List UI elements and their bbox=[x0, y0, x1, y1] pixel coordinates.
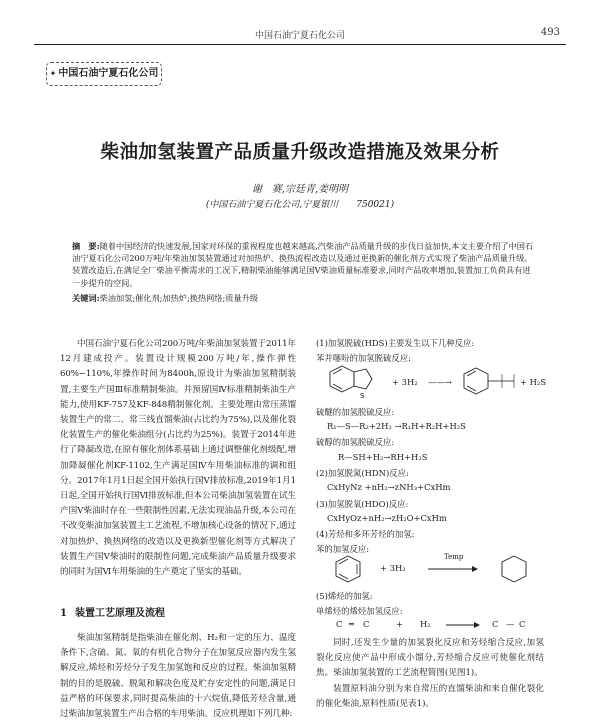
equation-3: CxHyOz+nH₂→zH₂O+CxHm bbox=[327, 513, 447, 523]
left-column-lower bbox=[60, 631, 296, 722]
section-title: 装置工艺原理及流程 bbox=[74, 608, 165, 619]
temp-arrow-head bbox=[472, 566, 478, 572]
reaction-item-4: (4)芳烃和多环芳烃的加氢: bbox=[316, 529, 415, 539]
olefin-single-bond: — bbox=[506, 619, 515, 629]
article-authors: 谢 赛,宗廷青,姜明明 bbox=[251, 184, 349, 195]
thiophene-ring-shape bbox=[354, 369, 372, 389]
reagent-3h2: + 3H₂ bbox=[392, 377, 418, 387]
journal-tag-label: 中国石油宁夏石化公司 bbox=[58, 68, 159, 79]
product-h2s: + H₂S bbox=[520, 377, 547, 387]
article-affiliation: (中国石油宁夏石化公司,宁夏银川 750021) bbox=[205, 200, 395, 210]
reaction-item-2: (2)加氢脱氮(HDN)反应: bbox=[316, 468, 409, 478]
equation-1b: R₁—S—R₂+2H₂ →R₁H+R₂H+H₂S bbox=[327, 421, 466, 431]
benzene-shape bbox=[336, 556, 360, 582]
reaction-item-1a: 苯并噻吩的加氢脱硫反应: bbox=[316, 353, 411, 363]
temp-label: Temp bbox=[444, 553, 464, 561]
olefin-arrow bbox=[444, 618, 482, 632]
reaction-item-1b: 硫醚的加氢脱硫反应: bbox=[316, 407, 395, 417]
olefin-c2: C bbox=[363, 619, 370, 629]
reagent-3h2-benzene: + 3H₂ bbox=[380, 563, 406, 573]
benzothiophene-reaction bbox=[316, 364, 546, 406]
article-title: 柴油加氢装置产品质量升级改造措施及效果分析 bbox=[100, 142, 500, 163]
right-column-lower bbox=[316, 636, 544, 712]
keywords bbox=[72, 293, 538, 304]
header-rule bbox=[34, 44, 566, 45]
star-icon: ✦ bbox=[49, 69, 57, 78]
olefin-c3: C bbox=[492, 619, 499, 629]
reaction-item-4a: 苯的加氢反应: bbox=[316, 544, 370, 554]
equation-1c: R—SH+H₂→RH+H₂S bbox=[338, 452, 428, 462]
benzene-hydrogenation bbox=[316, 551, 546, 587]
keywords-text: 柴油加氢;催化剂;加热炉;换热网络;质量升级 bbox=[99, 293, 259, 303]
reaction-item-1c: 硫醇的加氢脱硫反应: bbox=[316, 437, 395, 447]
olefin-double-bond: ═ bbox=[349, 619, 355, 629]
section-number: 1 bbox=[60, 608, 67, 619]
abstract bbox=[72, 240, 538, 289]
side-reaction-paragraph: 同时,还发生少量的加氢裂化反应和芳烃缩合反应,加氢裂化反应使产品中形成小馏分,芳烃缩合反应可使催化剂结焦。柴油加氢装置的工艺流程简图(见图1)。 bbox=[316, 638, 544, 679]
benzene-hydrogenation-diagram bbox=[316, 551, 546, 587]
abstract-text: 随着中国经济的快速发展,国家对环保的重视程度也越来越高,汽柴油产品质量升级的步伐日益加快,本文主要介绍了中国石油宁夏石化公司200万吨/年柴油加氢装置通过对加热炉、换热流程改造以及通过更换新的催化剂方式实现了柴油产品质量升级。装置改造后,在满足全厂柴油平衡需求的工况下,精制柴油能够满足国Ⅴ柴油质量标准要求,同时产品收率增加,装置加工负荷具有进一步提升的空间。 bbox=[72, 241, 534, 288]
journal-tag bbox=[46, 62, 162, 86]
reaction-item-5a: 单烯烃的烯烃加氢反应: bbox=[316, 606, 403, 616]
olefin-c1: C bbox=[336, 619, 343, 629]
running-header-title: 中国石油宁夏石化公司 bbox=[254, 31, 345, 41]
olefin-c4: C bbox=[519, 619, 526, 629]
abstract-label: 摘 要: bbox=[72, 241, 100, 251]
reaction-item-3: (3)加氢脱氧(HDO)反应: bbox=[316, 499, 409, 509]
olefin-h2: H₂ bbox=[420, 619, 431, 629]
reaction-arrow: ——→ bbox=[428, 377, 452, 387]
ethylbenzene-ring-shape bbox=[464, 368, 488, 394]
reaction-item-5: (5)烯烃的加氢: bbox=[316, 591, 373, 601]
process-paragraph: 柴油加氢精制是指柴油在催化剂、H₂和一定的压力、温度条件下,含硫、氮、氧的有机化合物分子在加氢反应器内发生氢解反应,烯烃和芳烃分子发生加氢饱和反应的过程。柴油加氢精制的目的是脱硫、脱氮和解决色度及贮存安定性的问题,满足日益严格的环保要求,同时提高柴油的十六烷值,降低芳烃含量,通过柴油加氢装置生产出合格的车用柴油。反应机理如下列几种: bbox=[60, 633, 296, 720]
feedstock-paragraph: 装置原料油分别为来自常压的直馏柴油和来自催化裂化的催化柴油,原料性质(见表1)。 bbox=[316, 683, 544, 709]
cyclohexane-shape bbox=[502, 556, 526, 582]
left-column bbox=[60, 337, 296, 580]
keywords-label: 关键词: bbox=[72, 293, 100, 303]
reaction-item-1: (1)加氢脱硫(HDS)主要发生以下几种反应: bbox=[316, 338, 475, 348]
intro-paragraph: 中国石油宁夏石化公司200万吨/年柴油加氢装置于2011年12月建成投产。装置设计规模200万吨/年,操作弹性60%~110%,年操作时间为8400h,原设计为柴油加氢精制装置,主要生产国Ⅲ标准精制柴油。并预留国Ⅳ标准精制柴油生产能力,使用KF-757及KF-848精制催化剂。主要处理由常压蒸馏装置生产的常二、常三线直馏柴油(占比约为75%),以及催化裂化装置生产的催化柴油组分(占比约为25%)。装置于2014年进行了降凝改造,在原有催化剂体系基础上通过调整催化剂级配,增加降凝催化剂KF-1102,生产满足国Ⅳ车用柴油标准的调和组分。2017年1月1日起全国开始执行国Ⅴ排放标准,2019年1月1日起,全国开始执行国Ⅵ排放标准,但本公司柴油加氢装置在试生产国Ⅴ柴油时存在一些限制性因素,无法实现油品升级,本公司在不改变柴油加氢装置主工艺流程,不增加核心设备的情况下,通过对加热炉、换热网络的改造以及更换新型催化剂等方式解决了装置生产国Ⅴ柴油时的限制性问题,完成柴油产品质量升级要求的同时为国Ⅵ车用柴油的生产奠定了坚实的基础。 bbox=[60, 339, 296, 578]
svg-text:S: S bbox=[360, 392, 365, 400]
benzene-ring-shape bbox=[330, 366, 354, 392]
page-number: 493 bbox=[540, 27, 560, 38]
olefin-plus: + bbox=[396, 619, 404, 629]
equation-2: CxHyNz +nH₂→zNH₃+CxHm bbox=[327, 482, 451, 492]
section-heading bbox=[60, 604, 165, 619]
